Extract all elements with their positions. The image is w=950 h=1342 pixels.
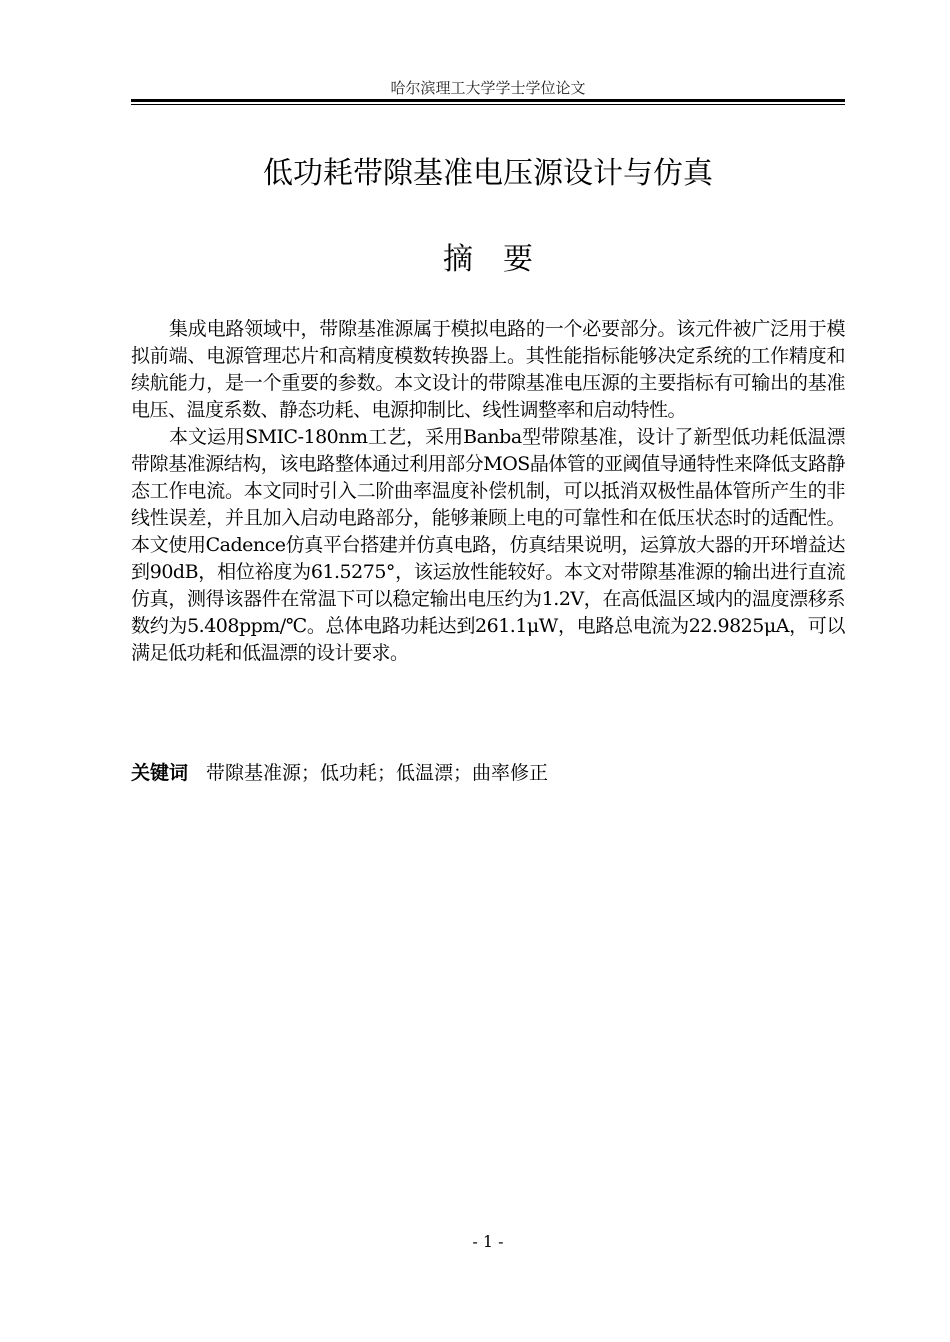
keywords-label: 关键词 <box>131 762 189 784</box>
abstract-body <box>131 316 845 667</box>
page-number: - 1 - <box>472 1232 504 1251</box>
running-header: 哈尔滨理工大学学士学位论文 <box>390 79 586 97</box>
header-rule-thick <box>131 99 845 102</box>
keywords-text: 带隙基准源；低功耗；低温漂；曲率修正 <box>206 762 549 784</box>
abstract-heading: 摘要 <box>443 242 563 277</box>
abstract-paragraph-2: 本文运用SMIC-180nm工艺，采用Banba型带隙基准，设计了新型低功耗低温漂带隙基准源结构，该电路整体通过利用部分MOS晶体管的亚阈值导通特性来降低支路静态工作电流。本文同时引入二阶曲率温度补偿机制，可以抵消双极性晶体管所产生的非线性误差，并且加入启动电路部分，能够兼顾上电的可靠性和在低压状态时的适配性。本文使用Cadence仿真平台搭建并仿真电路，仿真结果说明，运算放大器的开环增益达到90dB，相位裕度为61.5275°，该运放性能较好。本文对带隙基准源的输出进行直流仿真，测得该器件在常温下可以稳定输出电压约为1.2V，在高低温区域内的温度漂移系数约为5.408ppm/℃。总体电路功耗达到261.1μW，电路总电流为22.9825μA，可以满足低功耗和低温漂的设计要求。 <box>131 426 845 664</box>
thesis-title: 低功耗带隙基准电压源设计与仿真 <box>263 156 713 191</box>
keywords-line <box>131 760 845 787</box>
abstract-paragraph-1: 集成电路领域中，带隙基准源属于模拟电路的一个必要部分。该元件被广泛用于模拟前端、电源管理芯片和高精度模数转换器上。其性能指标能够决定系统的工作精度和续航能力，是一个重要的参数。本文设计的带隙基准电压源的主要指标有可输出的基准电压、温度系数、静态功耗、电源抑制比、线性调整率和启动特性。 <box>131 318 845 421</box>
header-rule-thin <box>131 104 845 105</box>
